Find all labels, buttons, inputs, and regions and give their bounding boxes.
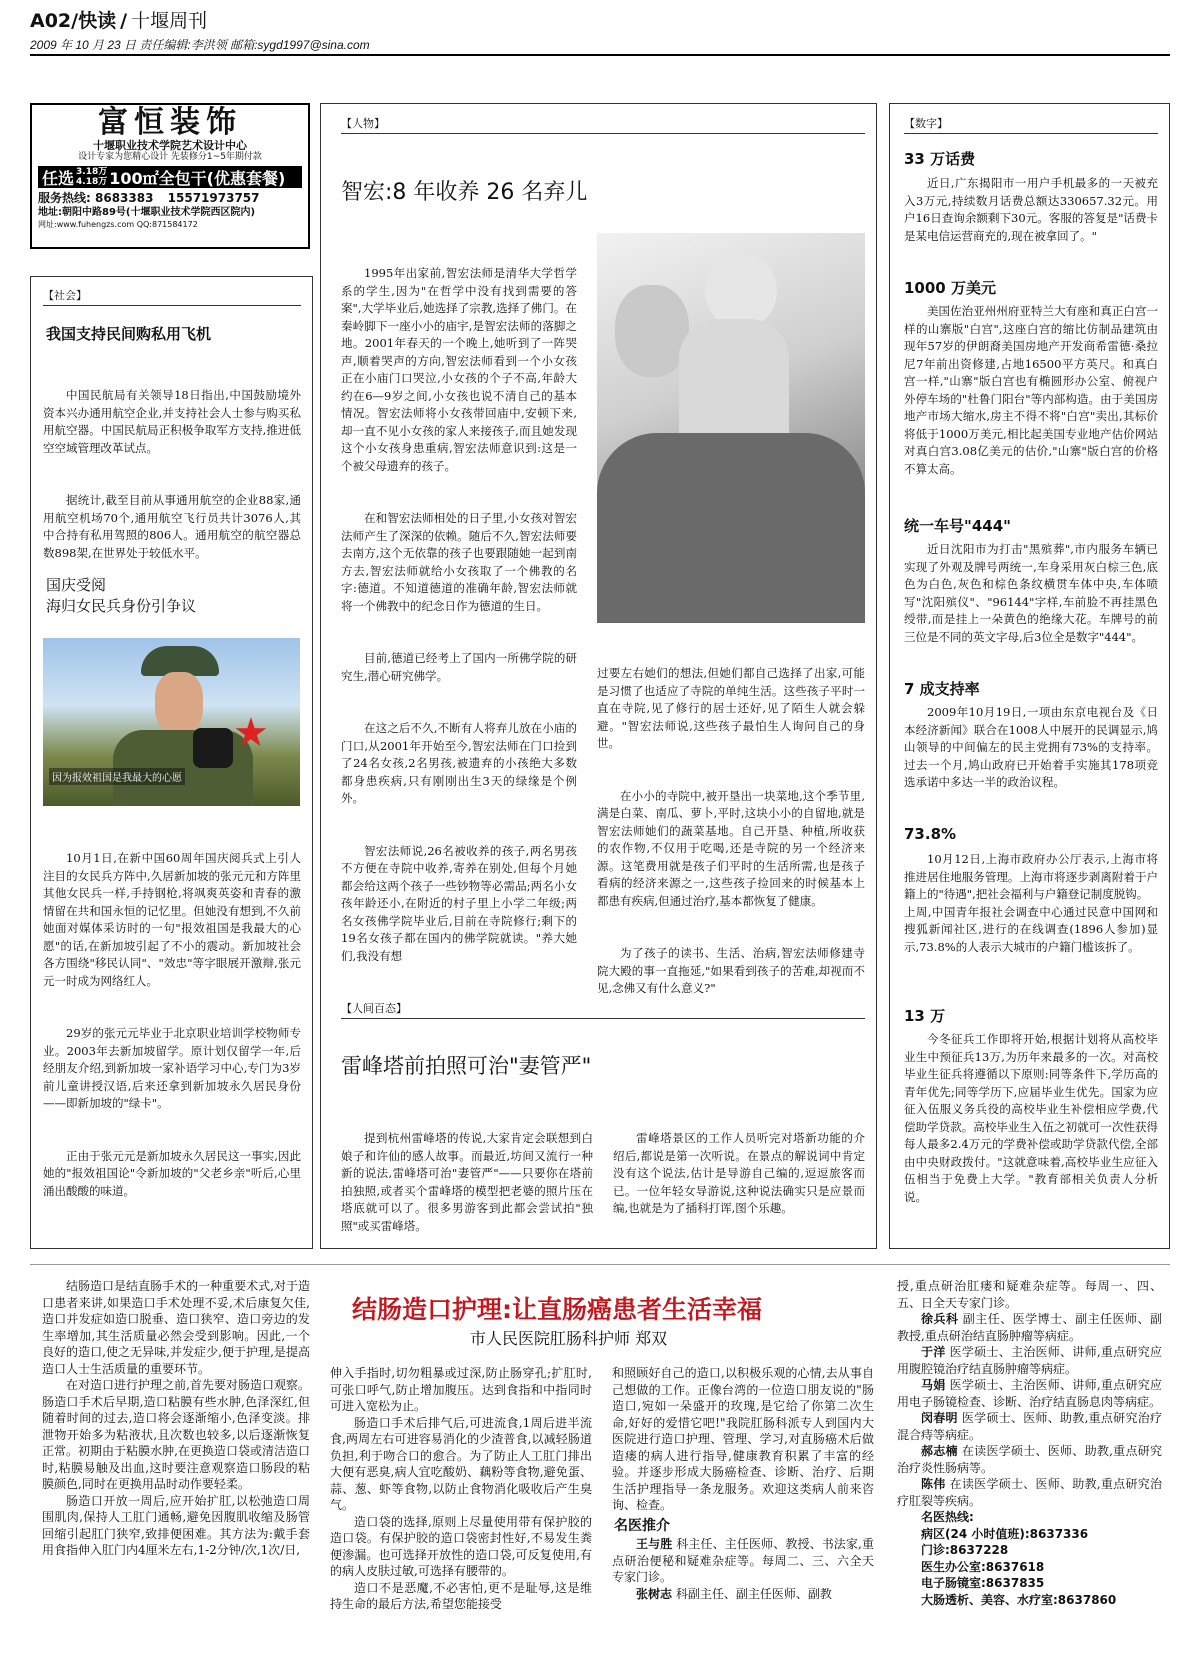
- hotline-item: [921, 1592, 1162, 1609]
- paragraph: 雷峰塔景区的工作人员听完对塔新功能的介绍后,都说是第一次听说。在景点的解说词中肯定没有这个说法,估计是导游自己编的,逗逗旅客而已。一位年轻女导游说,这种说法确实只是应景而编,也就是为了插科打诨,图个乐趣。: [613, 1131, 865, 1215]
- expert-desc: 医学硕士、主治医师、讲师,重点研究应用电子肠镜检查、诊断、治疗结直肠息肉等病症。: [897, 1378, 1162, 1409]
- article-body-left: [341, 1095, 593, 1253]
- paragraph: 1995年出家前,智宏法师是清华大学哲学系的学生,因为"在哲学中没有找到需要的答案",大学毕业后,她选择了宗教,选择了佛门。在秦岭脚下一座小小的庙宇,是智宏法师的落脚之地。2001年春天的一个晚上,她听到了一阵哭声,顺着哭声的方向,智宏法师看到一个小女孩正在小庙门口哭泣,小女孩的个子不高,年龄大约在6—9岁之间,小女孩也说不清自己的基本情况。智宏法师将小女孩带回庙中,安顿下来,却一直不见小女孩的家人来接孩子,而且她发现这个小女孩身患重病,智宏法师意识到:这是一个被父母遗弃的孩子。: [341, 266, 577, 473]
- paragraph: 目前,德道已经考上了国内一所佛学院的研究生,潜心研究佛学。: [341, 651, 577, 683]
- bottom-col-4: [897, 1278, 1162, 1608]
- expert-desc: 副主任、医学博士、副主任医师、副教授,重点研治结直肠肿瘤等病症。: [897, 1312, 1162, 1343]
- article-title: [46, 575, 196, 617]
- ad-brand: 富恒装饰: [98, 105, 242, 140]
- paragraph: 在小小的寺院中,被开垦出一块菜地,这个季节里,满是白菜、南瓜、萝卜,平时,这块小小的自留地,就是智宏法师她们的蔬菜基地。自己开垦、种植,所收获的农作物,不仅用于吃喝,还是寺院的另一个经济来源。这笔费用就是孩子们平时的生活所需,也是孩子看病的经济来源之一,这些孩子捡回来的时候基本上都患有疾病,但通过治疗,基本都恢复了健康。: [597, 788, 865, 908]
- number-heading: 1000 万美元: [904, 279, 996, 297]
- masthead-rule: [30, 54, 1170, 56]
- number-heading: 7 成支持率: [904, 680, 980, 698]
- number-heading: 73.8%: [904, 825, 957, 843]
- tag-rule: [904, 133, 1158, 134]
- tag-rule: [43, 305, 301, 306]
- nun-head-shape: [615, 285, 689, 377]
- article-body-right: [613, 1095, 865, 1235]
- expert-desc: 科主任、主任医师、教授、书法家,重点研治便秘和疑难杂症等。每周二、三、六全天专家门诊。: [612, 1537, 874, 1584]
- paragraph: 据统计,截至目前从事通用航空的企业88家,通用航空机场70个,通用航空飞行员共计3076人,其中合持有私用驾照的806人。通用航空的航空器总数898架,在世界处于较低水平。: [43, 493, 301, 560]
- title-line: 国庆受阅: [46, 576, 107, 594]
- expert-entry: [897, 1377, 1162, 1410]
- paragraph: 结肠造口是结直肠手术的一种重要术式,对于造口患者来讲,如果造口手术处理不妥,术后康复欠佳,造口并发症如造口脱垂、造口狭窄、造口旁边的发生率增加,其生活质量必然会受到影响。因此,一个良好的造口,使之无异味,并发症少,便于护理,是提高造口人士生活质量的重要环节。: [42, 1279, 310, 1376]
- expert-name: 徐兵科: [921, 1312, 959, 1326]
- microphone-icon: [193, 728, 233, 768]
- expert-entry: [897, 1344, 1162, 1377]
- bottom-col-1: [42, 1278, 310, 1559]
- article-body-left: [341, 230, 577, 983]
- society-tag: 【社会】: [43, 289, 87, 302]
- hotline-text: 门诊:8637228: [921, 1543, 1009, 1557]
- bottom-col-2: [330, 1365, 592, 1613]
- paragraph: 中国民航局有关领导18日指出,中国鼓励境外资本兴办通用航空企业,并支持社会人士参与购买私用航空器。中国民航局正积极争取军方支持,推进低空空域管理改革试点。: [43, 388, 301, 455]
- people-tag: 【人物】: [341, 117, 385, 130]
- paragraph: 授,重点研治肛瘘和疑难杂症等。每周一、四、五、日全天专家门诊。: [897, 1279, 1162, 1310]
- paragraph: 智宏法师说,26名被收养的孩子,两名男孩不方便在寺院中收养,寄养在别处,但每个月她都会给这两个孩子一些钞物等必需品;两名小女孩年龄还小,在附近的村子里上小学二年级;两名女孩佛学院毕业后,目前在寺院修行;剩下的19名女孩子都在国内的佛学院就读。"养大她们,我没有想: [341, 843, 577, 963]
- ad-deal-text: 全包干(优惠套餐): [158, 168, 286, 188]
- hotline-text: 电子肠镜室:8637835: [921, 1576, 1045, 1590]
- number-body: [904, 1031, 1158, 1206]
- hotline-heading-text: 名医热线:: [921, 1510, 974, 1524]
- expert-name: 闵春明: [921, 1411, 958, 1425]
- paragraph: 和照顾好自己的造口,以积极乐观的心情,去从事自己想做的工作。正像台湾的一位造口朋友说的"肠造口,宛如一朵盛开的玫瑰,是它给了你第二次生命,好好的爱惜它吧!"我院肛肠科派专人到国内大医院进行造口护理、管理、学习,对直肠癌术后做造瘘的病人进行指导,健康教育积累了丰富的经验。并逐步形成大肠癌检查、诊断、治疗、后期生活护理指导一条龙服务。欢迎这类病人前来咨询、检查。: [612, 1366, 874, 1512]
- world-tag: 【人间百态】: [341, 1002, 407, 1015]
- expert-entry: [897, 1311, 1162, 1344]
- paragraph: 在对造口进行护理之前,首先要对肠造口观察。肠造口手术后早期,造口粘膜有些水肿,色泽深红,但随着时间的过去,造口将会逐渐缩小,色泽变淡。排泄物开始多为粘液状,且次数也较多,以后逐渐恢复正常。初期由于粘膜水肿,在更换造口袋或清洁造口时,粘膜易触及出血,这时要注意观察造口肠段的粘膜颜色,同时在更换用品时动作要轻柔。: [42, 1378, 310, 1491]
- paragraph: 肠造口开放一周后,应开始扩肛,以松弛造口周围肌肉,保持人工肛门通畅,避免因腹肌收缩及肠管回缩引起肛门狭窄,致排便困难。其方法为:戴手套用食指伸入肛门内4厘米左右,1-2分钟/次,1次/日,: [42, 1493, 310, 1557]
- robe-shape: [597, 433, 865, 623]
- paragraph: 2009年10月19日,一项由东京电视台及《日本经济新闻》联合在1008人中展开的民调显示,鸠山领导的中间偏左的民主党拥有73%的支持率。过去一个月,鸠山政府已开始着手实施其178项竞选承诺中多达一半的政治议程。: [904, 705, 1158, 789]
- expert-name: 王与胜: [636, 1537, 673, 1551]
- expert-desc: 医学硕士、主治医师、讲师,重点研究应用腹腔镜治疗结直肠肿瘤等病症。: [897, 1345, 1162, 1376]
- ad-price-2: 4.18万: [76, 177, 108, 187]
- number-body: [904, 175, 1158, 245]
- paragraph: 近日,广东揭阳市一用户手机最多的一天被充入3万元,持续数月话费总额达330657.32元。用户16日查询余额剩下30元。客服的答复是"话费卡是某电信运营商充的,现在被拿回了。": [904, 176, 1158, 243]
- ad-price-1: 3.18万: [76, 167, 108, 177]
- expert-name: 郝志楠: [921, 1444, 958, 1458]
- baby-head-shape: [705, 253, 777, 329]
- ad-deal-prefix: 任选: [42, 168, 75, 188]
- paragraph: 29岁的张元元毕业于北京职业培训学校物师专业。2003年去新加坡留学。原计划仅留学一年,后经朋友介绍,到新加坡一家补语学习中心,专门为3岁前儿童讲授汉语,后来还拿到新加坡永久居民身份——即新加坡的"绿卡"。: [43, 1026, 301, 1110]
- ad-deal-area: 100㎡: [109, 168, 159, 188]
- ad-hotline-2: 15571973757: [167, 191, 260, 205]
- bottom-byline: 市人民医院肛肠科护师 郑双: [470, 1329, 668, 1348]
- hotline-text: 大肠透析、美容、水疗室:8637860: [921, 1592, 1117, 1607]
- number-heading: 13 万: [904, 1007, 946, 1025]
- bottom-title: 结肠造口护理:让直肠癌患者生活幸福: [352, 1295, 762, 1324]
- number-heading: 统一车号"444": [904, 517, 1011, 535]
- hotline-text: 病区(24 小时值班):8637336: [921, 1526, 1089, 1541]
- paragraph: 伸入手指时,切勿粗暴或过深,防止肠穿孔;扩肛时,可张口呼气,防止增加腹压。达到食指和中指同时可进入宽松为止。: [330, 1366, 592, 1413]
- expert-entry: [612, 1536, 874, 1586]
- tag-rule: [341, 133, 865, 134]
- expert-desc: 在读医学硕士、医师、助教,重点研究治疗肛裂等疾病。: [897, 1477, 1162, 1508]
- paragraph: 10月12日,上海市政府办公厅表示,上海市将推进居住地服务管理。上海市将逐步剥离附着于户籍上的"待遇",把社会福利与户籍登记制度脱钩。 上周,中国青年报社会调查中心通过民意中国网和搜狐新闻社区,进行的在线调查(1896人参加)显示,73.8%的人表示大城市的户籍门槛该拆了。: [904, 852, 1158, 954]
- article-body: [43, 815, 301, 1218]
- numbers-tag: 【数字】: [904, 117, 948, 130]
- separator: /: [120, 10, 128, 32]
- page-number: A02/: [30, 10, 79, 32]
- expert-entry: [897, 1410, 1162, 1443]
- paragraph: 为了孩子的读书、生活、治病,智宏法师修建寺院大殿的事一直拖延,"如果看到孩子的苦难,却视而不见,念佛又有什么意义?": [597, 946, 865, 995]
- expert-desc: 在读医学硕士、医师、助教,重点研究治疗炎性肠病等。: [897, 1444, 1162, 1475]
- photo-caption: 因为报效祖国是我最大的心愿: [49, 768, 185, 785]
- article-title: 我国支持民间购私用飞机: [46, 325, 212, 343]
- ad-hotline: [38, 191, 308, 206]
- masthead: [30, 6, 207, 33]
- star-icon: ★: [233, 710, 269, 756]
- paragraph: 在和智宏法师相处的日子里,小女孩对智宏法师产生了深深的依赖。随后不久,智宏法师要去南方,这个无依靠的孩子也要跟随她一起到南方去,智宏法师就给小女孩取了一个佛教的名字:德道。不知道德道的准确年龄,智宏法师就将一个佛教中的纪念日作为德道的生日。: [341, 511, 577, 613]
- article-body-right: [597, 630, 865, 1015]
- ad-deal: [38, 166, 302, 188]
- ad-subtitle: 十堰职业技术学院艺术设计中心: [93, 139, 247, 152]
- paragraph: 美国佐治亚州州府亚特兰大有座和真正白宫一样的山寨版"白宫",这座白宫的缩比仿制品建筑由现年57岁的伊朗裔美国房地产开发商希雷德·桑拉尼7年前出资修建,占地16500平方英尺。和真白宫一样,"山寨"版白宫也有椭圆形办公室、俯视户外停车场的"杜鲁门阳台"等内部构造。由于美国房地产市场大缩水,房主不得不将"白宫"卖出,其标价将低于1000万美元,相比起美国专业地产估价网站对真白宫3.08亿美元的估价,"山寨"版白宫的价格不算太高。: [904, 304, 1158, 476]
- hotline-heading: [921, 1509, 1162, 1526]
- bottom-col-3: [612, 1365, 874, 1602]
- article-title: 雷峰塔前拍照可治"妻管严": [341, 1054, 592, 1078]
- hotline-item: [921, 1575, 1162, 1592]
- ad-box: [30, 103, 310, 249]
- bottom-divider: [30, 1264, 1170, 1265]
- expert-name: 马娟: [921, 1378, 946, 1392]
- paragraph: 造口不是恶魔,不必害怕,更不是耻辱,这是维持生命的最后方法,希望您能接受: [330, 1580, 592, 1611]
- article-body: [43, 352, 301, 580]
- hotline-item: [921, 1542, 1162, 1559]
- paragraph: 提到杭州雷峰塔的传说,大家肯定会联想到白娘子和许仙的感人故事。而最近,坊间又流行一种新的说法,雷峰塔可治"妻管严"——只要你在塔前拍独照,或者买个雷峰塔的模型把老婆的照片压在塔底就可以了。很多男游客到此都会尝试拍"独照"或买雷峰塔。: [341, 1131, 593, 1233]
- ad-web: 网址:www.fuhengzs.com QQ:871584172: [38, 220, 198, 229]
- paragraph: 近日沈阳市为打击"黑殡葬",市内服务车辆已实现了外观及牌号两统一,车身采用灰白棕三色,底色为白色,灰色和棕色条纹横贯车体中央,车体喷写"沈阳殡仪"、"96144"字样,车前脸不再挂黑色绶带,而是挂上一朵黄色的绝缘大花。车牌号的前三位是不同的英文字母,后3位全是数字"444"。: [904, 542, 1158, 644]
- number-body: [904, 303, 1158, 478]
- article-title: 智宏:8 年收养 26 名弃儿: [341, 180, 588, 205]
- hotline-item: [921, 1526, 1162, 1543]
- face-shape: [155, 672, 203, 734]
- ad-tagline: 设计专家为您精心设计 先装修分1~5年期付款: [78, 152, 262, 162]
- ad-hotline-1: 8683383: [95, 191, 154, 205]
- expert-entry: [612, 1586, 874, 1603]
- number-body: [904, 541, 1158, 646]
- expert-name: 于洋: [921, 1345, 946, 1359]
- number-body: [904, 704, 1158, 792]
- hotline-text: 医生办公室:8637618: [921, 1559, 1045, 1574]
- number-heading: 33 万话费: [904, 150, 976, 168]
- number-body: [904, 851, 1158, 956]
- paragraph: 在这之后不久,不断有人将弃儿放在小庙的门口,从2001年开始至今,智宏法师在门口捡到了24名女孩,2名男孩,被遗弃的小孩绝大多数都身患疾病,只有刚刚出生3天的绿缘是个例外。: [341, 721, 577, 805]
- expert-entry: [897, 1443, 1162, 1476]
- paragraph: 正由于张元元是新加坡永久居民这一事实,因此她的"报效祖国论"令新加坡的"父老乡亲"听后,心里涌出酸酸的味道。: [43, 1148, 301, 1198]
- tag-rule: [341, 1018, 865, 1019]
- paragraph: 过要左右她们的想法,但她们都自己选择了出家,可能是习惯了也适应了寺院的单纯生活。这些孩子平时一直在寺院,见了修行的居士还好,见了陌生人就会躲避。"智宏法师说,这些孩子最怕生人询问自己的身世。: [597, 666, 865, 750]
- title-line: 海归女民兵身份引争议: [46, 597, 197, 615]
- experts-heading: 名医推介: [614, 1517, 670, 1534]
- ad-hotline-label: 服务热线:: [38, 191, 91, 205]
- expert-name: 陈伟: [921, 1477, 946, 1491]
- paragraph: 造口袋的选择,原则上尽量使用带有保护胶的造口袋。有保护胶的造口袋密封性好,不易发生粪便渗漏。也可选择开放性的造口袋,可反复使用,有的病人皮肤过敏,可选择有腰带的。: [330, 1514, 592, 1578]
- photo-nun-with-baby: [597, 233, 865, 623]
- paragraph: 10月1日,在新中国60周年国庆阅兵式上引人注目的女民兵方阵中,久居新加坡的张元元和方阵里其他女民兵一样,手持钢枪,将飒爽英姿和青春的激情留在共和国永恒的记忆里。但她没有想到,不久前她面对媒体采访时的一句"报效祖国是我最大的心愿"的话,在新加坡引起了不小的震动。新加坡社会各方围绕"移民认同"、"效忠"等字眼展开激辩,张元元一时成为网络红人。: [43, 851, 301, 988]
- expert-desc: 科副主任、副主任医师、副教: [675, 1586, 832, 1601]
- ad-deal-prices: [76, 167, 107, 187]
- paragraph: 肠造口手术后排气后,可进流食,1周后进半流食,两周左右可进容易消化的少渣普食,以减轻肠道负担,利于吻合口的愈合。为了防止人工肛门排出大便有恶臭,病人宜吃酸奶、藕粉等食物,避免蛋、蒜、葱、虾等食物,以防止食物消化吸收后产生臭气。: [330, 1415, 592, 1512]
- section-name: 快读: [78, 10, 117, 32]
- hotline-item: [921, 1559, 1162, 1576]
- expert-name: 张树志: [636, 1586, 673, 1601]
- paragraph: 今冬征兵工作即将开始,根据计划将从高校毕业生中预征兵13万,为历年来最多的一次。对高校毕业生征兵将遵循以下原则:同等条件下,学历高的青年优先;同等学历下,应届毕业生优先。国家为应征入伍服义务兵役的高校毕业生补偿相应学费,代偿助学贷款。高校毕业生入伍之初就可一次性获得每人最多2.4万元的学费补偿或助学贷款代偿,全部由中央财政拨付。"这就意味着,高校毕业生应征入伍相当于免费上大学。"教育部相关负责人分析说。: [904, 1032, 1158, 1204]
- issue-meta: 2009 年 10 月 23 日 责任编辑:李洪领 邮箱:sygd1997@sina.com: [30, 38, 370, 52]
- paper-name: 十堰周刊: [131, 10, 208, 32]
- ad-address: 地址:朝阳中路89号(十堰职业技术学院西区院内): [38, 207, 256, 218]
- photo-soldier: [43, 638, 300, 806]
- expert-entry: [897, 1476, 1162, 1509]
- expert-desc: 医学硕士、医师、助教,重点研究治疗混合痔等病症。: [897, 1411, 1162, 1442]
